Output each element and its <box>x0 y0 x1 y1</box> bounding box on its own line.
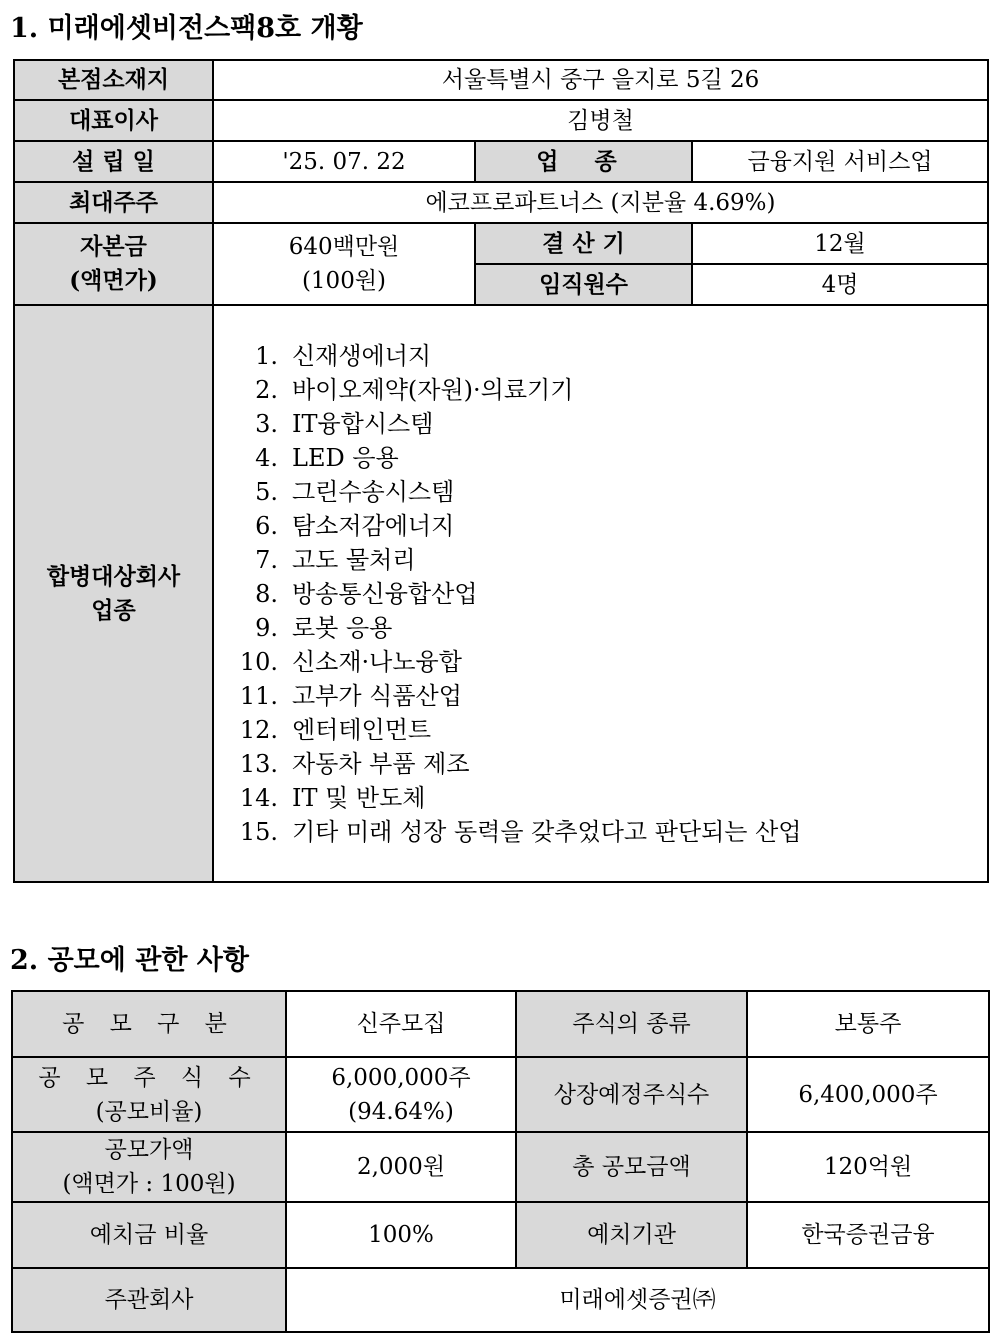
list-item: 13. 자동차 부품 제조 <box>239 749 470 778</box>
deposit-institution-value: 한국증권금융 <box>747 1202 989 1268</box>
founded-label: 설 립 일 <box>14 141 213 182</box>
deposit-ratio-label: 예치금 비율 <box>12 1202 286 1268</box>
head-office-value: 서울특별시 중구 을지로 5길 26 <box>213 60 988 100</box>
offer-price-value: 2,000원 <box>286 1132 516 1202</box>
deposit-institution-label: 예치기관 <box>516 1202 747 1268</box>
offer-price-label-line1: 공모가액 <box>104 1137 194 1163</box>
offer-shares-value-line2: (94.64%) <box>348 1098 454 1125</box>
share-type-label: 주식의 종류 <box>516 991 747 1057</box>
public-offering-table <box>11 990 990 1333</box>
list-item: 7. 고도 물처리 <box>255 545 416 574</box>
capital-label <box>14 223 213 305</box>
list-item: 3. IT융합시스템 <box>255 409 434 438</box>
list-item: 5. 그린수송시스템 <box>255 477 455 506</box>
listed-shares-label: 상장예정주식수 <box>516 1057 747 1132</box>
merger-label-line1: 합병대상회사 <box>46 562 181 590</box>
founded-value: '25. 07. 22 <box>213 141 475 182</box>
business-value: 금융지원 서비스업 <box>692 141 988 182</box>
industry-list <box>214 339 987 849</box>
capital-value-line2: (100원) <box>301 268 387 294</box>
merger-industry-list-cell <box>213 305 988 882</box>
list-item: 9. 로봇 응용 <box>255 613 393 642</box>
share-type-value: 보통주 <box>747 991 989 1057</box>
business-label: 업 종 <box>475 141 692 182</box>
settlement-value: 12월 <box>692 223 988 264</box>
section1-title: 1. 미래에셋비전스팩8호 개황 <box>10 13 363 44</box>
offer-price-label <box>12 1132 286 1202</box>
offer-type-label: 공 모 구 분 <box>12 991 286 1057</box>
largest-holder-value: 에코프로파트너스 (지분율 4.69%) <box>213 182 988 223</box>
employees-value: 4명 <box>692 264 988 305</box>
list-item: 15. 기타 미래 성장 동력을 갖추었다고 판단되는 산업 <box>239 817 802 846</box>
list-item: 2. 바이오제약(자원)·의료기기 <box>255 375 574 404</box>
list-item: 1. 신재생에너지 <box>255 341 432 370</box>
largest-holder-label: 최대주주 <box>14 182 213 223</box>
offer-shares-value-line1: 6,000,000주 <box>331 1064 471 1091</box>
capital-label-line2: (액면가) <box>69 267 158 294</box>
list-item: 14. IT 및 반도체 <box>239 783 426 812</box>
capital-label-line1: 자본금 <box>80 233 147 260</box>
capital-value <box>213 223 475 305</box>
total-amount-value: 120억원 <box>747 1132 989 1202</box>
offer-price-label-line2: (액면가 : 100원) <box>62 1171 236 1197</box>
total-amount-label: 총 공모금액 <box>516 1132 747 1202</box>
list-item: 10. 신소재·나노융합 <box>239 647 462 676</box>
head-office-label: 본점소재지 <box>14 60 213 100</box>
merger-label-line2: 업종 <box>91 596 136 624</box>
offer-shares-label-line1: 공 모 주 식 수 <box>38 1064 260 1091</box>
employees-label: 임직원수 <box>475 264 692 305</box>
list-item: 12. 엔터테인먼트 <box>239 715 432 744</box>
underwriter-label: 주관회사 <box>12 1268 286 1332</box>
list-item: 4. LED 응용 <box>255 443 399 472</box>
list-item: 6. 탐소저감에너지 <box>255 511 455 540</box>
offer-shares-label-line2: (공모비율) <box>95 1098 203 1125</box>
list-item: 11. 고부가 식품산업 <box>239 681 462 710</box>
offer-type-value: 신주모집 <box>286 991 516 1057</box>
list-item: 8. 방송통신융합산업 <box>255 579 478 608</box>
ceo-value: 김병철 <box>213 100 988 141</box>
underwriter-value: 미래에셋증권㈜ <box>286 1268 989 1332</box>
capital-value-line1: 640백만원 <box>288 234 400 260</box>
merger-industry-label <box>14 305 213 882</box>
deposit-ratio-value: 100% <box>286 1202 516 1268</box>
listed-shares-value: 6,400,000주 <box>747 1057 989 1132</box>
offer-shares-label <box>12 1057 286 1132</box>
company-overview-table <box>13 59 989 883</box>
section2-title: 2. 공모에 관한 사항 <box>10 945 249 976</box>
settlement-label: 결 산 기 <box>475 223 692 264</box>
offer-shares-value <box>286 1057 516 1132</box>
ceo-label: 대표이사 <box>14 100 213 141</box>
